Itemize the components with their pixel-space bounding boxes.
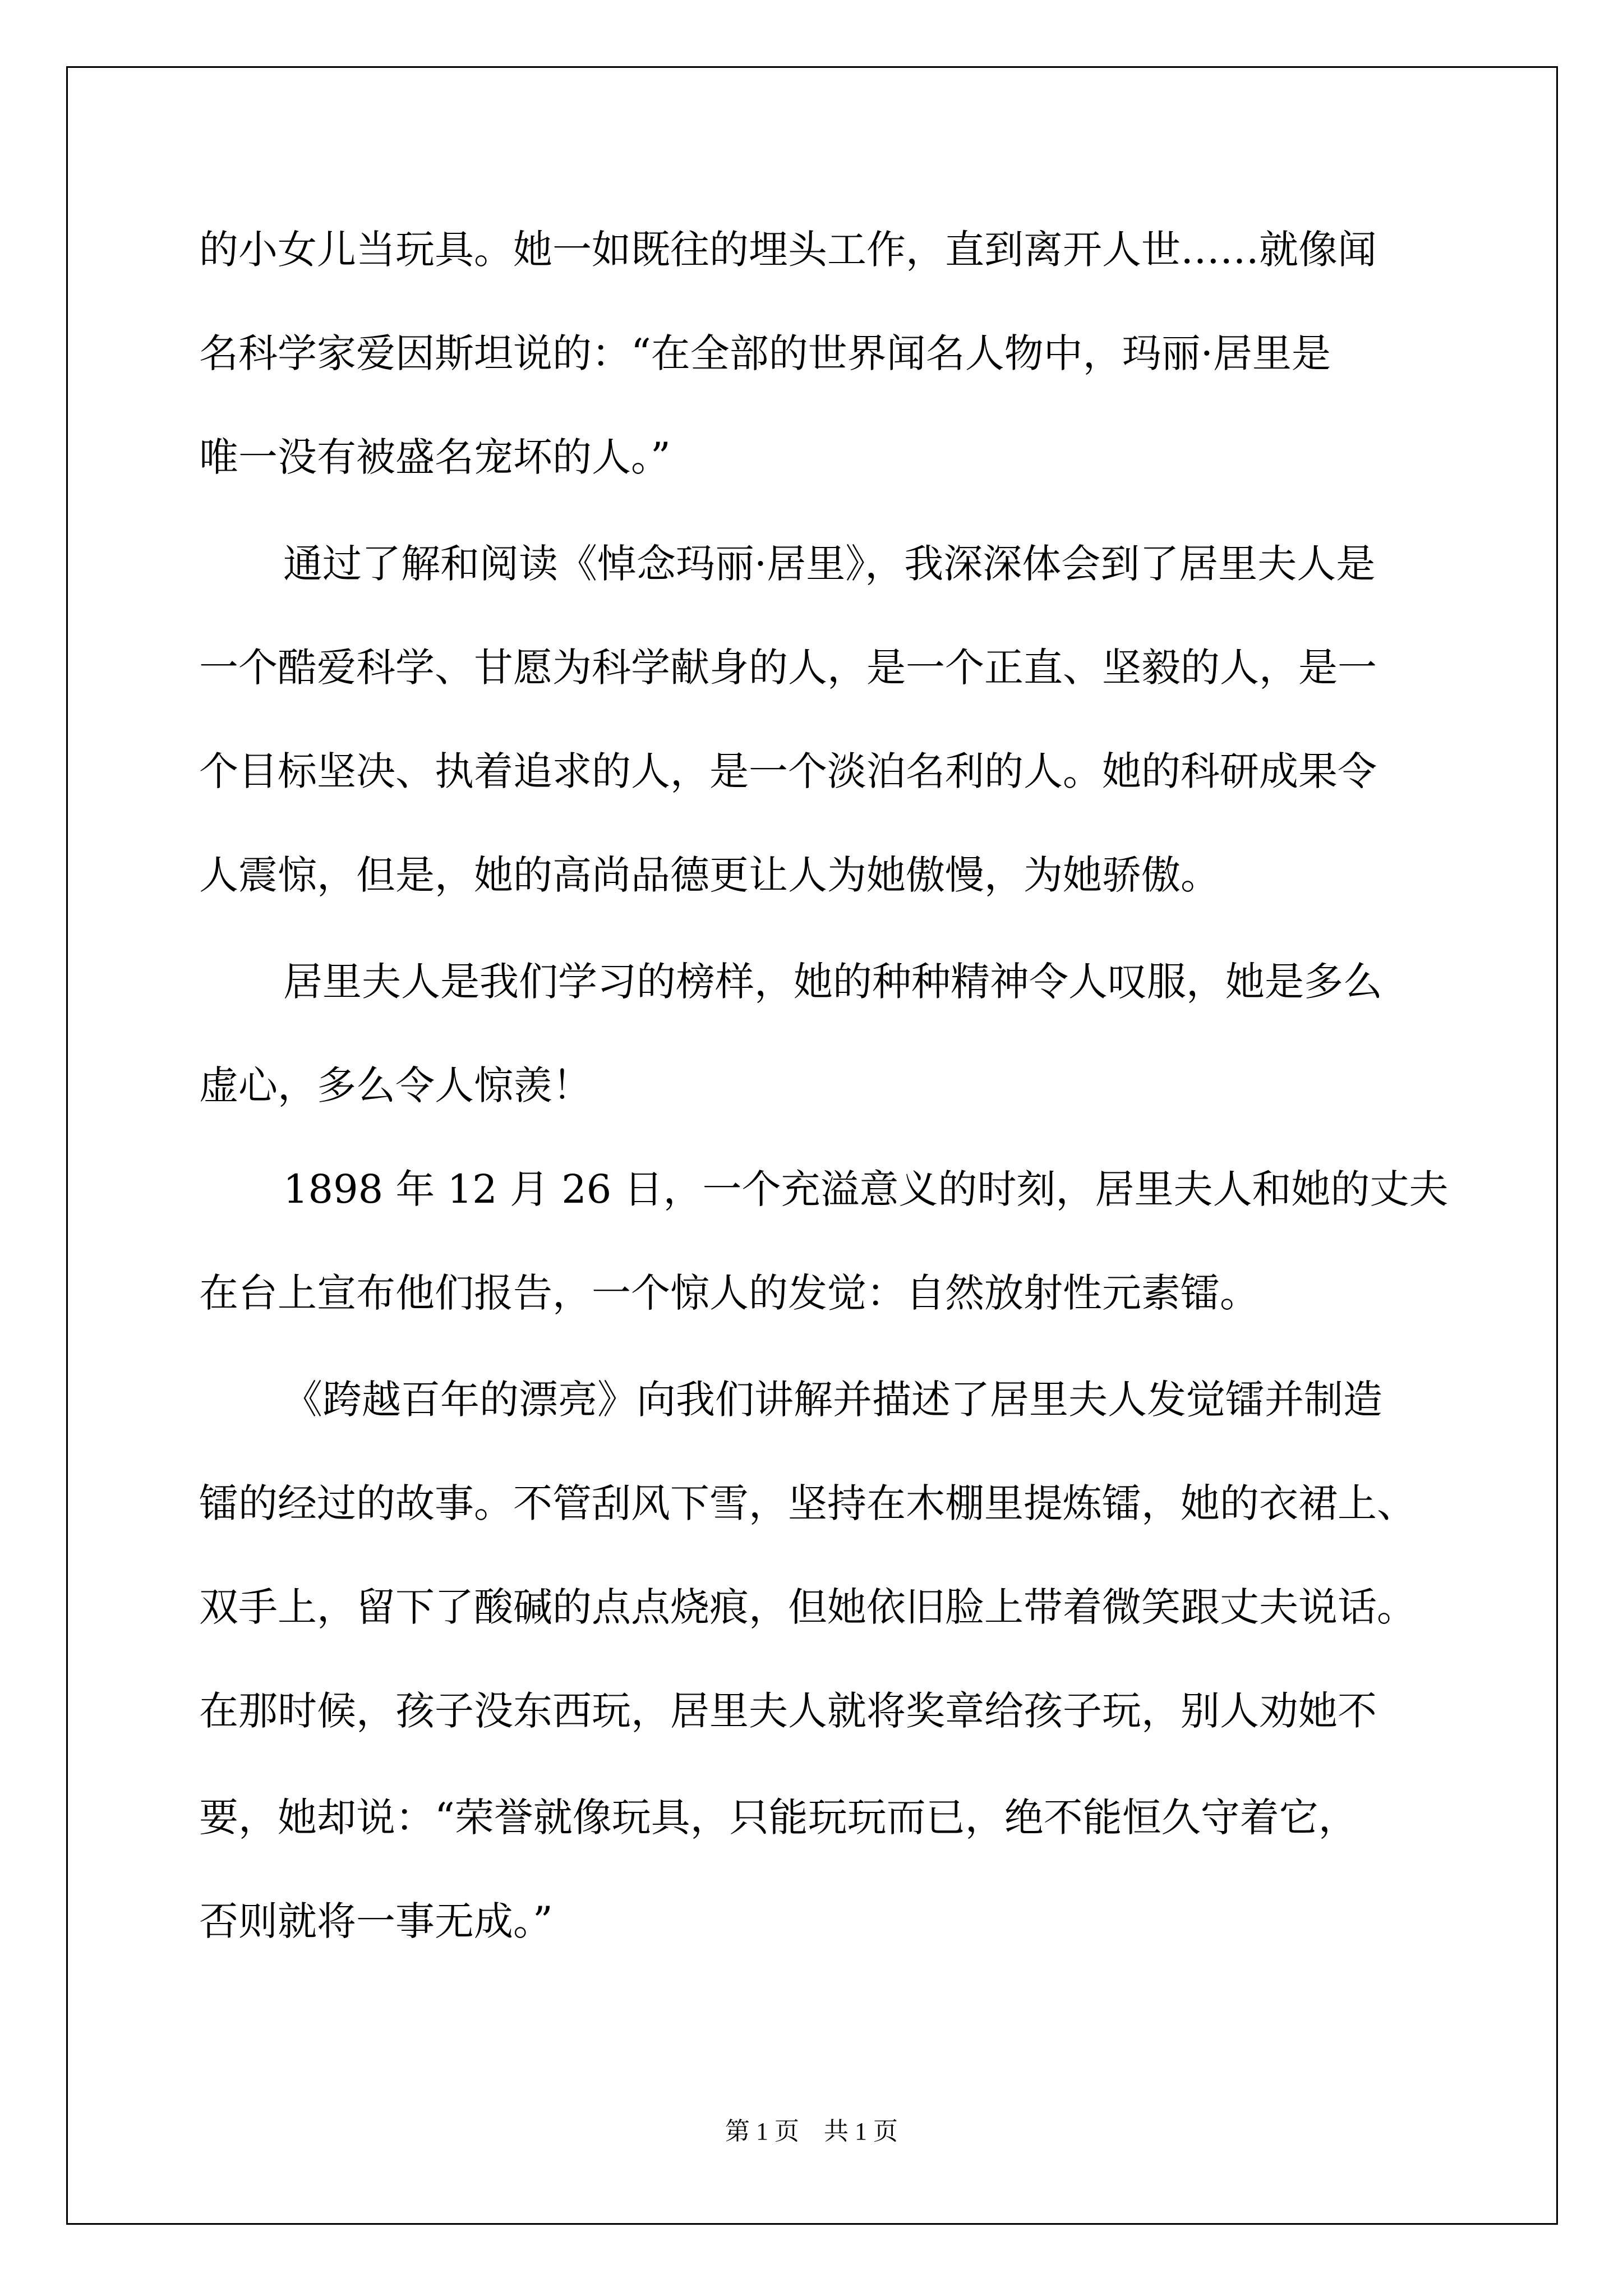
- text-line: 否则就将一事无成。”: [199, 1898, 553, 1944]
- text-line: 1898 年 12 月 26 日，一个充溢意义的时刻，居里夫人和她的丈夫: [283, 1166, 1449, 1212]
- text-line: 虚心，多么令人惊羡！: [199, 1062, 592, 1108]
- text-line: 镭的经过的故事。不管刮风下雪，坚持在木棚里提炼镭，她的衣裙上、: [199, 1480, 1416, 1526]
- text-line: 的小女儿当玩具。她一如既往的埋头工作，直到离开人世……就像闻: [199, 227, 1377, 273]
- text-line: 个目标坚决、执着追求的人，是一个淡泊名利的人。她的科研成果令: [199, 748, 1377, 794]
- text-line: 一个酷爱科学、甘愿为科学献身的人，是一个正直、坚毅的人，是一: [199, 645, 1377, 691]
- text-line: 在台上宣布他们报告，一个惊人的发觉：自然放射性元素镭。: [199, 1270, 1259, 1316]
- text-line: 名科学家爱因斯坦说的：“在全部的世界闻名人物中，玛丽·居里是: [199, 330, 1331, 376]
- text-line: 双手上，留下了酸碱的点点烧痕，但她依旧脸上带着微笑跟丈夫说话。: [199, 1584, 1416, 1630]
- text-line: 《跨越百年的漂亮》向我们讲解并描述了居里夫人发觉镭并制造: [283, 1377, 1382, 1423]
- text-line: 通过了解和阅读《悼念玛丽·居里》，我深深体会到了居里夫人是: [283, 541, 1376, 587]
- text-line: 唯一没有被盛名宠坏的人。”: [199, 434, 671, 480]
- text-line: 在那时候，孩子没东西玩，居里夫人就将奖章给孩子玩，别人劝她不: [199, 1688, 1377, 1734]
- text-line: 人震惊，但是，她的高尚品德更让人为她傲慢，为她骄傲。: [199, 852, 1220, 898]
- text-line: 要，她却说：“荣誉就像玩具，只能玩玩而已，绝不能恒久守着它，: [199, 1795, 1358, 1841]
- page-number: 第 1 页 共 1 页: [725, 2118, 898, 2145]
- text-line: 居里夫人是我们学习的榜样，她的种种精神令人叹服，她是多么: [283, 959, 1382, 1005]
